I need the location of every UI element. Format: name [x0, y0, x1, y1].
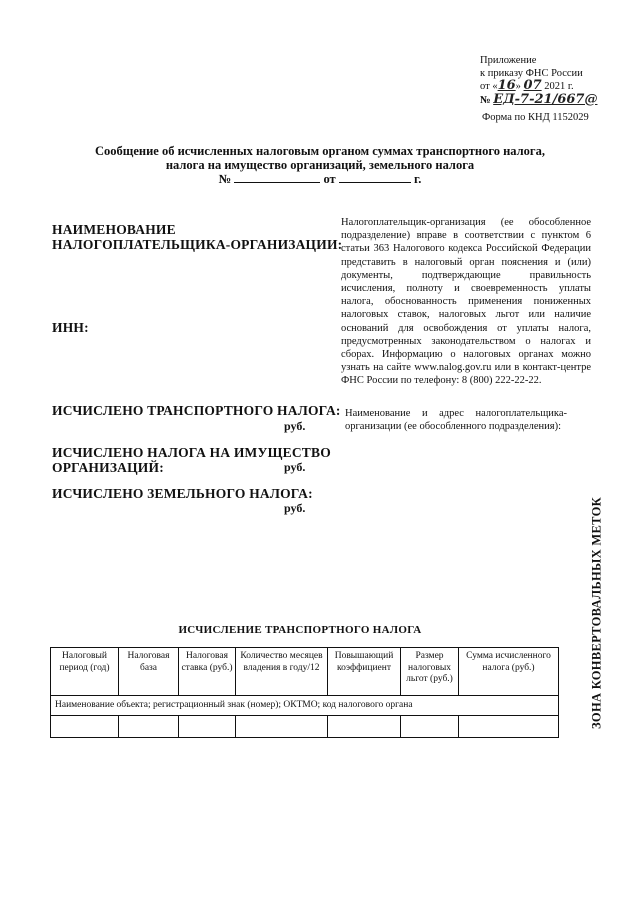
document-title [60, 144, 580, 186]
title-line2: налога на имущество организаций, земельного налога [165, 158, 475, 172]
number-field[interactable] [234, 173, 320, 183]
object-description: Наименование объекта; регистрационный знак (номер); ОКТМО; код налогового органа [51, 696, 559, 716]
col-tax-amount: Сумма исчисленного налога (руб.) [459, 648, 559, 696]
appendix-line2: к приказу ФНС России [480, 67, 583, 79]
property-rub: руб. [284, 460, 306, 474]
title-line1: Сообщение об исчисленных налоговым органом суммах транспортного налога, [95, 144, 545, 158]
date-suffix: 2021 г. [541, 81, 574, 92]
object-row [51, 696, 559, 716]
taxpayer-name-label [52, 222, 342, 252]
cell-tax-rate [179, 716, 236, 738]
property-line2: ОРГАНИЗАЦИЙ: [52, 460, 164, 475]
col-period: Налоговый период (год) [51, 648, 119, 696]
col-tax-base: Налоговая база [119, 648, 179, 696]
cell-benefits [401, 716, 459, 738]
notice-text: Налогоплательщик-организация (ее обособленное подразделение) вправе в соответствии с пунктом 6 статьи 363 Налогового кодекса Российской Федерации представить в налоговый орган пояснения и (или) документы, подтверждающие правильность исчисления, полноту и своевременность уплаты налога, обоснованность применения пониженных налоговых ставок, налоговых льгот или наличие оснований для освобождения от уплаты налога, предусмотренных законодательством о налогах и сборах. Информацию о налоговых органах можно узнать на сайте www.nalog.gov.ru или в контакт-центре ФНС России по телефону: 8 (800) 222-22-22. [341, 217, 591, 387]
col-coefficient: Повышающий коэффициент [328, 648, 401, 696]
appendix-line1: Приложение [480, 55, 537, 66]
col-tax-rate: Налоговая ставка (руб.) [179, 648, 236, 696]
date-day: 16 [497, 78, 516, 93]
number-label: № [218, 172, 232, 186]
table-header-row [51, 648, 559, 696]
transport-tax-table [50, 647, 559, 738]
date-mid: » [515, 81, 524, 92]
envelope-marks-zone [586, 498, 608, 728]
date-month: 07 [523, 78, 542, 93]
transport-tax-label: ИСЧИСЛЕНО ТРАНСПОРТНОГО НАЛОГА: [52, 403, 341, 418]
address-label: Наименование и адрес налогоплательщика-организации (ее обособленного подразделения): [345, 408, 567, 433]
appendix-number [480, 91, 598, 108]
property-line1: ИСЧИСЛЕНО НАЛОГА НА ИМУЩЕСТВО [52, 445, 331, 460]
title-number-line [60, 172, 580, 186]
taxpayer-name-line2: НАЛОГОПЛАТЕЛЬЩИКА-ОРГАНИЗАЦИИ: [52, 237, 343, 252]
date-prefix: от « [480, 81, 498, 92]
year-label: г. [413, 172, 422, 186]
date-field[interactable] [339, 173, 411, 183]
appendix-block [480, 55, 597, 107]
cell-tax-base [119, 716, 179, 738]
form-code: Форма по КНД 1152029 [482, 112, 589, 123]
cell-tax-amount [459, 716, 559, 738]
cell-period [51, 716, 119, 738]
number-prefix: № [480, 94, 494, 106]
taxpayer-name-line1: НАИМЕНОВАНИЕ [52, 222, 176, 237]
section-title: ИСЧИСЛЕНИЕ ТРАНСПОРТНОГО НАЛОГА [178, 624, 422, 636]
col-months: Количество месяцев владения в году/12 [236, 648, 328, 696]
cell-months [236, 716, 328, 738]
land-tax-label: ИСЧИСЛЕНО ЗЕМЕЛЬНОГО НАЛОГА: [52, 486, 313, 501]
transport-rub: руб. [284, 419, 306, 433]
land-rub: руб. [284, 501, 306, 515]
col-benefits: Размер налоговых льгот (руб.) [401, 648, 459, 696]
table-row [51, 716, 559, 738]
inn-label: ИНН: [52, 320, 89, 335]
from-label: от [323, 172, 336, 186]
cell-coefficient [328, 716, 401, 738]
zone-label: ЗОНА КОНВЕРТОВАЛЬНЫХ МЕТОК [589, 497, 604, 729]
order-number: ЕД-7-21/667@ [493, 91, 598, 107]
